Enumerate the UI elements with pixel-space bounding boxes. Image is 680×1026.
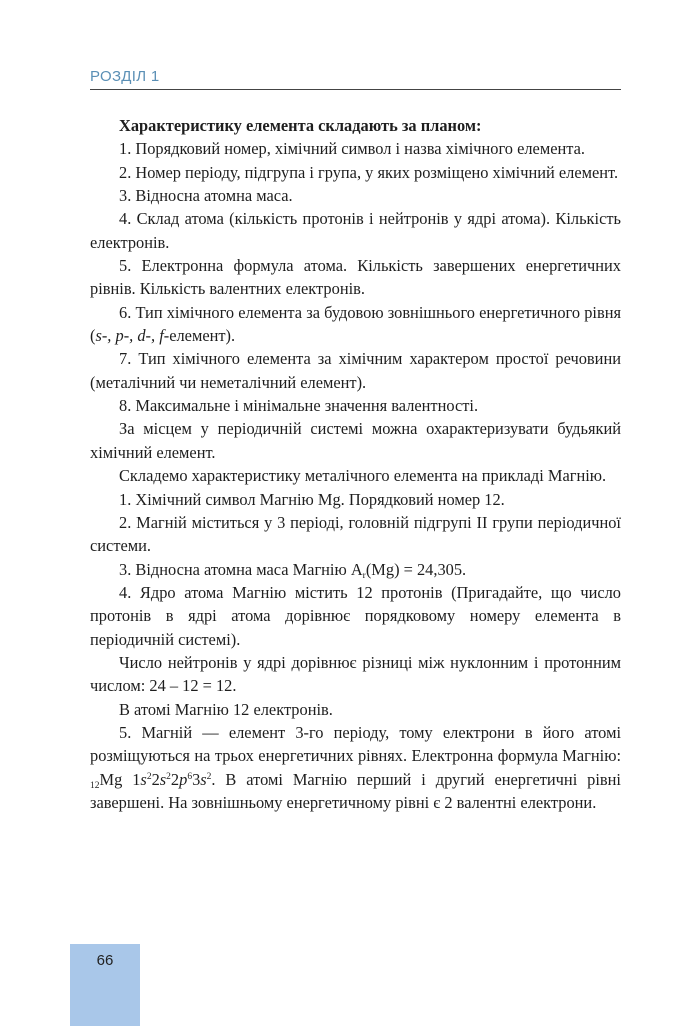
orbital-types: s-, p-, d-, f- [95, 326, 170, 346]
plan-item: 3. Відносна атомна маса. [119, 186, 293, 206]
orbital-letter: s [140, 769, 147, 789]
plan-item [90, 301, 621, 348]
text: елемент). [169, 326, 236, 346]
example-item [90, 721, 621, 814]
text: 3. Відносна атомна маса Магнію A [119, 559, 363, 579]
orbital-letter: p [179, 769, 188, 789]
section-header: РОЗДІЛ 1 [90, 68, 160, 85]
page-number: 66 [96, 952, 114, 969]
paragraph: В атомі Магнію 12 електронів. [119, 699, 333, 719]
example-item: 1. Хімічний символ Магнію Mg. Порядковий номер 12. [119, 489, 505, 509]
electron-count: 6 [187, 771, 193, 782]
plan-item: 7. Тип хімічного елемента за хімічним характером простої речовини (металічний чи неметалічний елемент). [90, 349, 621, 392]
example-item: 4. Ядро атома Магнію містить 12 протонів (Пригадайте, що число протонів в ядрі атома дорівнює порядковому номеру елемента в періодичній системі). [90, 582, 621, 649]
text: 6. Тип хімічного елемента за будовою зовнішнього енергетичного рівня ( [90, 302, 621, 346]
electron-count: 2 [166, 771, 171, 782]
plan-heading: Характеристику елемента складають за планом: [119, 116, 482, 135]
page-body [90, 114, 621, 814]
orbital-letter: s [159, 769, 167, 789]
example-item: 2. Магній міститься у 3 періоді, головній підгрупі II групи періодичної системи. [90, 512, 621, 556]
paragraph: За місцем у періодичній системі можна охарактеризувати будьякий хімічний елемент. [90, 419, 621, 462]
text: . В атомі Магнію перший і другий енергетичні рівні завершені. На зовнішньому енергетичному рівні є 2 валентні електрони. [90, 769, 621, 812]
electron-formula [90, 770, 211, 789]
shell-number: 2 [170, 769, 180, 789]
electron-count: 2 [206, 771, 212, 782]
plan-item: 1. Порядковий номер, хімічний символ і назва хімічного елемента. [119, 139, 585, 159]
orbital-letter: s [200, 769, 207, 789]
electron-count: 2 [146, 771, 152, 782]
example-item [90, 558, 621, 581]
element-symbol: Mg [99, 769, 123, 789]
plan-item: 8. Максимальне і мінімальне значення валентності. [119, 396, 479, 416]
shell-number: 1 [132, 769, 141, 789]
plan-item: 5. Електронна формула атома. Кількість завершених енергетичних рівнів. Кількість валентних електронів. [90, 256, 621, 299]
text: 5. Магній — елемент 3-го періоду, тому електрони в його атомі розміщуються на трьох енергетичних рівнях. Електронна формула Магнію: [90, 722, 621, 766]
text: (Mg) = 24,305. [365, 559, 467, 579]
plan-item: 2. Номер періоду, підгрупа і група, у яких розміщено хімічний елемент. [119, 162, 619, 182]
atomic-number: 12 [90, 780, 100, 791]
shell-number: 3 [192, 769, 201, 789]
relative-subscript: r [362, 570, 366, 581]
shell-number: 2 [151, 769, 160, 789]
plan-item: 4. Склад атома (кількість протонів і нейтронів у ядрі атома). Кількість електронів. [90, 209, 621, 252]
paragraph: Число нейтронів у ядрі дорівнює різниці між нуклонним і протонним числом: 24 – 12 = 12. [90, 652, 621, 696]
page-number-tab [70, 944, 140, 1026]
header-divider [90, 89, 621, 90]
paragraph: Складемо характеристику металічного елемента на прикладі Магнію. [119, 466, 607, 486]
